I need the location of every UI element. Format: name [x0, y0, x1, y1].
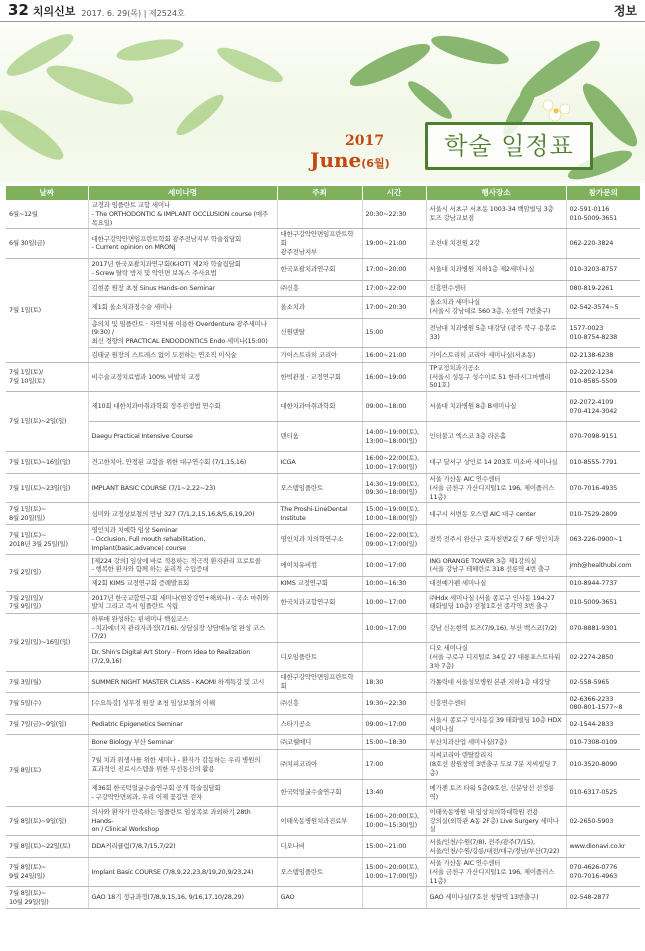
row-time: 20:30~22:30 — [362, 200, 426, 229]
row-time: 14:30~19:00(토), 09:30~18:00(일) — [362, 474, 426, 503]
row-time: 17:00 — [362, 750, 426, 779]
row-contact: 070-8881-9301 — [566, 613, 640, 642]
section-label: 정보 — [613, 4, 637, 18]
row-date: 7월 1일(토)~ 2018년 3월 25일(일) — [6, 525, 88, 554]
issue-info: 2017. 6. 29(목) | 제2524호 — [81, 9, 185, 18]
row-venue: 가이스트리히 코리아 세미나실(서초동) — [426, 347, 566, 362]
row-time: 09:00~17:00 — [362, 714, 426, 735]
row-organizer: 영인치과 치의학연구소 — [277, 525, 362, 554]
row-organizer: 디오임플란트 — [277, 643, 362, 672]
row-seminar: [수요특강] 성무경 원장 초청 임상보철의 이해 — [88, 692, 277, 714]
col-seminar-header: 세미나명 — [88, 186, 277, 200]
row-seminar: 대한구강악안면임프란트학회 광주전남지부 학술집담회 - Current opinion on MRONJ — [88, 229, 277, 258]
table-row — [6, 362, 640, 391]
row-time: 18:30 — [362, 672, 426, 693]
table-row — [6, 576, 640, 591]
row-contact: 010-6317-0525 — [566, 779, 640, 806]
row-seminar: IMPLANT BASIC COURSE (7/1~2,22~23) — [88, 474, 277, 503]
row-venue: 지씨코리아 덴탈칼리지 (8호선 잠원창역 3번출구 도보 7분 지씨빌딩 7층) — [426, 750, 566, 779]
row-time: 14:00~19:00(토), 13:00~18:00(일) — [362, 422, 426, 452]
row-venue: ㈜Hdx 세미나실 (서울 종로구 인사동 194-27 태화빌딩 10층) 전철1호선 종각역 3번 출구 — [426, 591, 566, 613]
row-contact: 02-2072-4109 070-4124-3042 — [566, 392, 640, 422]
row-seminar: 제2회 KIMS 교정연구회 증례발표회 — [88, 576, 277, 591]
row-seminar: 김태균 원장의 스트레스 없이 도전하는 연조직 이식술 — [88, 347, 277, 362]
row-contact: 02-2650-5903 — [566, 806, 640, 835]
row-time: 10:00~17:00 — [362, 591, 426, 613]
row-venue: 대구시 서변동 오스템 AIC 대구 center — [426, 503, 566, 525]
col-date-header: 날짜 — [6, 186, 88, 200]
table-row — [6, 806, 640, 835]
row-time: 10:00~16:30 — [362, 576, 426, 591]
row-time: 17:00~20:00 — [362, 258, 426, 280]
row-organizer: 한국턱얼굴수술연구회 — [277, 779, 362, 806]
row-organizer: ICGA — [277, 452, 362, 474]
table-row — [6, 347, 640, 362]
row-venue: 대구 달서구 상인로 14 203호 미소바 세미나실 — [426, 452, 566, 474]
row-venue: GAO 세미나실(7호선 청담역 13번출구) — [426, 887, 566, 909]
row-time — [362, 887, 426, 909]
row-contact: 010-8555-7791 — [566, 452, 640, 474]
row-organizer: 대한치과마취과학회 — [277, 392, 362, 422]
row-time: 13:40 — [362, 779, 426, 806]
row-organizer: ㈜신흥 — [277, 280, 362, 296]
table-row — [6, 200, 640, 229]
col-contact-header: 참가문의 — [566, 186, 640, 200]
row-contact: 02-2274-2850 — [566, 643, 640, 672]
table-row — [6, 858, 640, 887]
row-time: 19:30~22:30 — [362, 692, 426, 714]
row-time: 15:00~20:00(토), 10:00~17:00(일) — [362, 858, 426, 887]
row-venue: 이태욱동병원 내 임상치의학대학원 전용 강의실(외학관 A동 2F층) Live Surgery 세미나실 — [426, 806, 566, 835]
row-contact: 010-5009-3651 — [566, 591, 640, 613]
row-organizer: ㈜치피코리아 — [277, 750, 362, 779]
row-contact: jmh@healthubi.com — [566, 554, 640, 576]
row-organizer: 이태욱동병원치과진료부 — [277, 806, 362, 835]
row-contact: 02-2138-6238 — [566, 347, 640, 362]
row-contact: 02-548-2877 — [566, 887, 640, 909]
row-contact: 02-6366-2233 080-801-1577~8 — [566, 692, 640, 714]
table-row — [6, 554, 640, 576]
row-seminar: 교정과 임플란트 교합 세미나 - The ORTHODONTIC & IMPLANT OCCLUSION course (매주 목요일) — [88, 200, 277, 229]
row-time: 15:00 — [362, 318, 426, 347]
row-seminar: GAO 18기 정규과정(7/8,9,15,16, 9/16,17,10/28,29) — [88, 887, 277, 909]
row-contact: 1577-0023 010-8754-8238 — [566, 318, 640, 347]
row-venue: 서울 가산동 AIC 연수센터 (서울 금천구 가산디지털1로 196, 제이플러스 11층) — [426, 858, 566, 887]
row-seminar: 제10회 대한치과마취과학회 정주진정법 연수회 — [88, 392, 277, 422]
row-time: 15:00~21:00 — [362, 836, 426, 858]
row-organizer: 에이치유비컴 — [277, 554, 362, 576]
row-date: 6월 30일(금) — [6, 229, 88, 258]
row-seminar: 비수술교정치료법과 100% 비발치 교정 — [88, 362, 277, 391]
row-venue: 서울/인천/수원(7/8), 전주/광주(7/15), 서울/인천/수원/강릉/대전/대구/경남/부산(7/22) — [426, 836, 566, 858]
row-contact: 02-2202-1234 010-8585-5509 — [566, 362, 640, 391]
table-row — [6, 258, 640, 280]
row-venue: 올소치과 세미나실 (서울시 강남대로 560 3층, 논현역 7번출구) — [426, 296, 566, 318]
row-date: 7월 1일(토)/ 7월 10일(토) — [6, 362, 88, 391]
row-venue: 서울대 치과병원 8층 B세미나실 — [426, 392, 566, 422]
row-seminar: 영인치과 치예학 임상 Seminar - Occlusion, Full mouth rehabilitation, Implant(basic,advance) course — [88, 525, 277, 554]
table-header-row — [6, 186, 640, 200]
row-time: 16:00~19:00 — [362, 362, 426, 391]
row-contact: 02-558-5965 — [566, 672, 640, 693]
row-contact: 02-542-3574~5 — [566, 296, 640, 318]
row-venue: 전남대 치과병원 5층 대강당 (광주 북구 용봉로33) — [426, 318, 566, 347]
row-organizer: The Proshi-LineDental Institute — [277, 503, 362, 525]
row-time: 16:00~22:00(토), 10:00~17:00(일) — [362, 452, 426, 474]
row-time: 17:00~20:30 — [362, 296, 426, 318]
row-seminar: 7월 치과 위생사를 위한 세미나 - 환자가 감동하는 우리 병원의 효과적인 진료시스템을 위한 무선통신의 활용 — [88, 750, 277, 779]
row-date: 7월 1일(토)~23일(일) — [6, 474, 88, 503]
row-organizer: 올소치과 — [277, 296, 362, 318]
row-organizer: 한빅관절 · 교정연구회 — [277, 362, 362, 391]
row-date: 7월 8일(토) — [6, 735, 88, 806]
row-contact: 010-7529-2809 — [566, 503, 640, 525]
row-time: 19:00~21:00 — [362, 229, 426, 258]
row-contact: 070-7098-9151 — [566, 422, 640, 452]
row-organizer: 오스템임플란트 — [277, 474, 362, 503]
table-row — [6, 714, 640, 735]
row-seminar: Implant Basic COURSE (7/8,9,22,23,8/19,20,9/23,24) — [88, 858, 277, 887]
row-contact: 070-7016-4935 — [566, 474, 640, 503]
table-row — [6, 474, 640, 503]
row-organizer: 디오나비 — [277, 836, 362, 858]
row-contact: 010-3520-8090 — [566, 750, 640, 779]
row-seminar: 제1회 올소치과정수술 세미나 — [88, 296, 277, 318]
banner — [0, 25, 645, 183]
row-contact: www.dionavi.co.kr — [566, 836, 640, 858]
table-row — [6, 591, 640, 613]
row-time: 10:00~17:00 — [362, 554, 426, 576]
row-organizer: 오스템임플란트 — [277, 858, 362, 887]
row-seminar: 총의치 및 임플란트 · 자연치를 이용한 Overdenture 광주세미나(9:30) / 최신 경향의 PRACTICAL ENDODONTICS Endo 세미나(15:00) — [88, 318, 277, 347]
row-organizer: 가이스트리히 코리아 — [277, 347, 362, 362]
row-date: 7월 2일(일) — [6, 554, 88, 591]
row-organizer: 신원덴탈 — [277, 318, 362, 347]
row-seminar: SUMMER NIGHT MASTER CLASS - KAOMI 하계특강 및 고시 — [88, 672, 277, 693]
row-date: 7월 5일(수) — [6, 692, 88, 714]
row-seminar: 김현종 원장 초청 Sinus Hands-on Seminar — [88, 280, 277, 296]
table-row — [6, 887, 640, 909]
row-organizer: 한국포괄치과연구회 — [277, 258, 362, 280]
table-row — [6, 392, 640, 422]
table-row — [6, 692, 640, 714]
row-organizer: 대한구강악안면임프란트학회 — [277, 672, 362, 693]
table-row — [6, 318, 640, 347]
row-contact: 010-3203-8757 — [566, 258, 640, 280]
row-venue: 디오 세미나실 (서울 구로구 디지털로 34길 27 대룡포스트타워3차 7층) — [426, 643, 566, 672]
schedule-table — [6, 186, 640, 909]
table-row — [6, 836, 640, 858]
col-venue-header: 행사장소 — [426, 186, 566, 200]
row-time: 10:00~17:00 — [362, 613, 426, 642]
row-time: 16:00~21:00 — [362, 347, 426, 362]
row-organizer: ㈜신흥 — [277, 692, 362, 714]
col-organizer-header: 주최 — [277, 186, 362, 200]
row-seminar: Pediatric Epigenetics Seminar — [88, 714, 277, 735]
row-date: 7월 2일(일)/ 7월 9일(일) — [6, 591, 88, 613]
row-time: 16:00~22:00(토), 09:00~17:00(일) — [362, 525, 426, 554]
row-contact: 02-1544-2833 — [566, 714, 640, 735]
row-seminar: 의사와 환자가 만족하는 임플란트 임상족보 과외하기 28th Hands- on / Clinical Workshop — [88, 806, 277, 835]
row-date: 7월 1일(토)~2일(일) — [6, 392, 88, 452]
table-row — [6, 503, 640, 525]
banner-title: 학술 일정표 — [425, 122, 593, 170]
row-venue: 부산치과산업 세미나실(7층) — [426, 735, 566, 750]
row-seminar: 견고한치아, 안정된 교합을 위한 대구연수회 (7/1,15,16) — [88, 452, 277, 474]
row-time: 16:00~20:00(토), 10:00~15:30(일) — [362, 806, 426, 835]
table-row — [6, 229, 640, 258]
row-venue: 신흥연수센터 — [426, 280, 566, 296]
row-date: 7월 7일(금)~9일(일) — [6, 714, 88, 735]
row-time — [362, 643, 426, 672]
banner-year: 2017 — [345, 133, 384, 149]
row-venue: 서울시 서초구 서초동 1003-34 백암빌딩 3층 토즈 강남교보점 — [426, 200, 566, 229]
banner-month — [310, 148, 390, 172]
row-date: 7월 2일(일)~16일(일) — [6, 613, 88, 672]
row-seminar: [제224 강의] 임상에 바로 적용하는 적극적 환자관리 프로토콜 - 행복한 환자와 함께 하는 윤리적 수입증대 — [88, 554, 277, 576]
row-time: 15:00~19:00(토), 10:00~18:00(일) — [362, 503, 426, 525]
row-organizer: ㈜코웰메디 — [277, 735, 362, 750]
row-contact: 080-819-2261 — [566, 280, 640, 296]
row-seminar: 제36회 한국턱얼굴수술연구회 공개 학술집담회 - 구강악안면외과, 우리 이제 꽃길만 걷자 — [88, 779, 277, 806]
table-row — [6, 750, 640, 779]
row-contact: 063-226-0900~1 — [566, 525, 640, 554]
row-venue: 서울대 치과병원 지하1층 제2세미나실 — [426, 258, 566, 280]
row-venue: TP교정치과기공소 (서울시 성동구 성수이로 51 한라시그마밸리 501호) — [426, 362, 566, 391]
row-organizer: 덴티움 — [277, 422, 362, 452]
row-seminar: 2017년 한국포괄치과연구회(K-IOT) 제2차 학술집담회 - Screw 탈락 방지 및 악안면 보톡스 주사요법 — [88, 258, 277, 280]
row-venue: 전북 전주시 완산구 효자천변2길 7 6F 영인치과 — [426, 525, 566, 554]
row-contact: 02-591-0116 010-5009-3651 — [566, 200, 640, 229]
row-venue: ING ORANGE TOWER 3층 제1강의실 (서울 강남구 테헤란로 318 선릉역 4번 출구 — [426, 554, 566, 576]
row-seminar: Daegu Practical Intensive Course — [88, 422, 277, 452]
row-contact: 010-8944-7737 — [566, 576, 640, 591]
row-seminar: 하루에 완성하는 핀세미나 핵심코스 - 치과에너지 관리자과정(7/16), 상담실장 상담매뉴얼 완성 코스(7/2) — [88, 613, 277, 642]
row-contact: 062-220-3824 — [566, 229, 640, 258]
row-venue: 인터불고 엑스코 3층 라온홀 — [426, 422, 566, 452]
row-organizer — [277, 613, 362, 642]
row-seminar: Bone Biology 부산 Seminar — [88, 735, 277, 750]
row-venue: 서울 가산동 AIC 연수센터 (서울 금천구 가산디지털1로 196, 제이플러스 11층) — [426, 474, 566, 503]
row-organizer: 스타기공소 — [277, 714, 362, 735]
table-row — [6, 672, 640, 693]
row-contact: 070-4626-0776 070-7016-4963 — [566, 858, 640, 887]
row-date: 7월 1일(토) — [6, 258, 88, 362]
row-time: 17:00~22:00 — [362, 280, 426, 296]
row-date: 7월 8일(토)~22일(토) — [6, 836, 88, 858]
table-row — [6, 779, 640, 806]
newspaper-name: 치의신보 — [32, 5, 76, 18]
row-date: 7월 1일(토)~ 8월 20일(일) — [6, 503, 88, 525]
table-row — [6, 452, 640, 474]
row-venue: 메가젠 토즈 타워 5층(9호선, 신분당선 선정릉역) — [426, 779, 566, 806]
row-date: 7월 3일(월) — [6, 672, 88, 693]
table-row — [6, 296, 640, 318]
row-organizer: 한국치과교합연구회 — [277, 591, 362, 613]
row-venue: 서울시 종로구 인사동길 39 태화빌딩 10층 HDX세미나실 — [426, 714, 566, 735]
row-organizer: 대한구강악안면임프란트학회 광주전남지부 — [277, 229, 362, 258]
table-row — [6, 643, 640, 672]
row-venue: 강남 신논현역 토즈(7/9,16), 부산 백스코(7/2) — [426, 613, 566, 642]
row-time: 09:00~18:00 — [362, 392, 426, 422]
table-row — [6, 422, 640, 452]
row-seminar: 2017년 한국교합연구회 세미나(현장강연+해외나) - 국소 마취와 발치 그리고 즉시 임플란트 식립 — [88, 591, 277, 613]
row-seminar: 심미와 교정상보철의 만남 327 (7/1,2,15,16,8/5,6,19,20) — [88, 503, 277, 525]
banner-month-ko: (6월) — [361, 157, 390, 170]
row-organizer: KIMS 교정연구회 — [277, 576, 362, 591]
row-organizer — [277, 200, 362, 229]
row-venue: 신흥연수센터 — [426, 692, 566, 714]
banner-month-en: June — [310, 148, 362, 172]
table-row — [6, 735, 640, 750]
row-date: 6월~12월 — [6, 200, 88, 229]
row-venue: 가톨릭대 서울성모병원 본관 지하1층 대강당 — [426, 672, 566, 693]
row-contact: 010-7308-0109 — [566, 735, 640, 750]
page-header — [0, 0, 645, 22]
row-date: 7월 1일(토)~16일(일) — [6, 452, 88, 474]
row-date: 7월 8일(토)~9일(일) — [6, 806, 88, 835]
row-seminar: Dr. Shin's Digital Art Story - From Idea to Realization (7/2,9,16) — [88, 643, 277, 672]
table-body — [6, 200, 640, 909]
table-row — [6, 525, 640, 554]
page-number: 32 — [8, 1, 29, 19]
row-time: 15:00~18:30 — [362, 735, 426, 750]
row-seminar: DDA커리큘럼(7/8,7/15,7/22) — [88, 836, 277, 858]
row-date: 7월 8일(토)~ 10월 29일(일) — [6, 887, 88, 909]
table-row — [6, 613, 640, 642]
table-row — [6, 280, 640, 296]
row-venue: 대전예가펜 세미나실 — [426, 576, 566, 591]
row-date: 7월 8일(토)~ 9월 24일(일) — [6, 858, 88, 887]
col-time-header: 시간 — [362, 186, 426, 200]
row-venue: 조선대 치전원 2강 — [426, 229, 566, 258]
row-organizer: GAO — [277, 887, 362, 909]
